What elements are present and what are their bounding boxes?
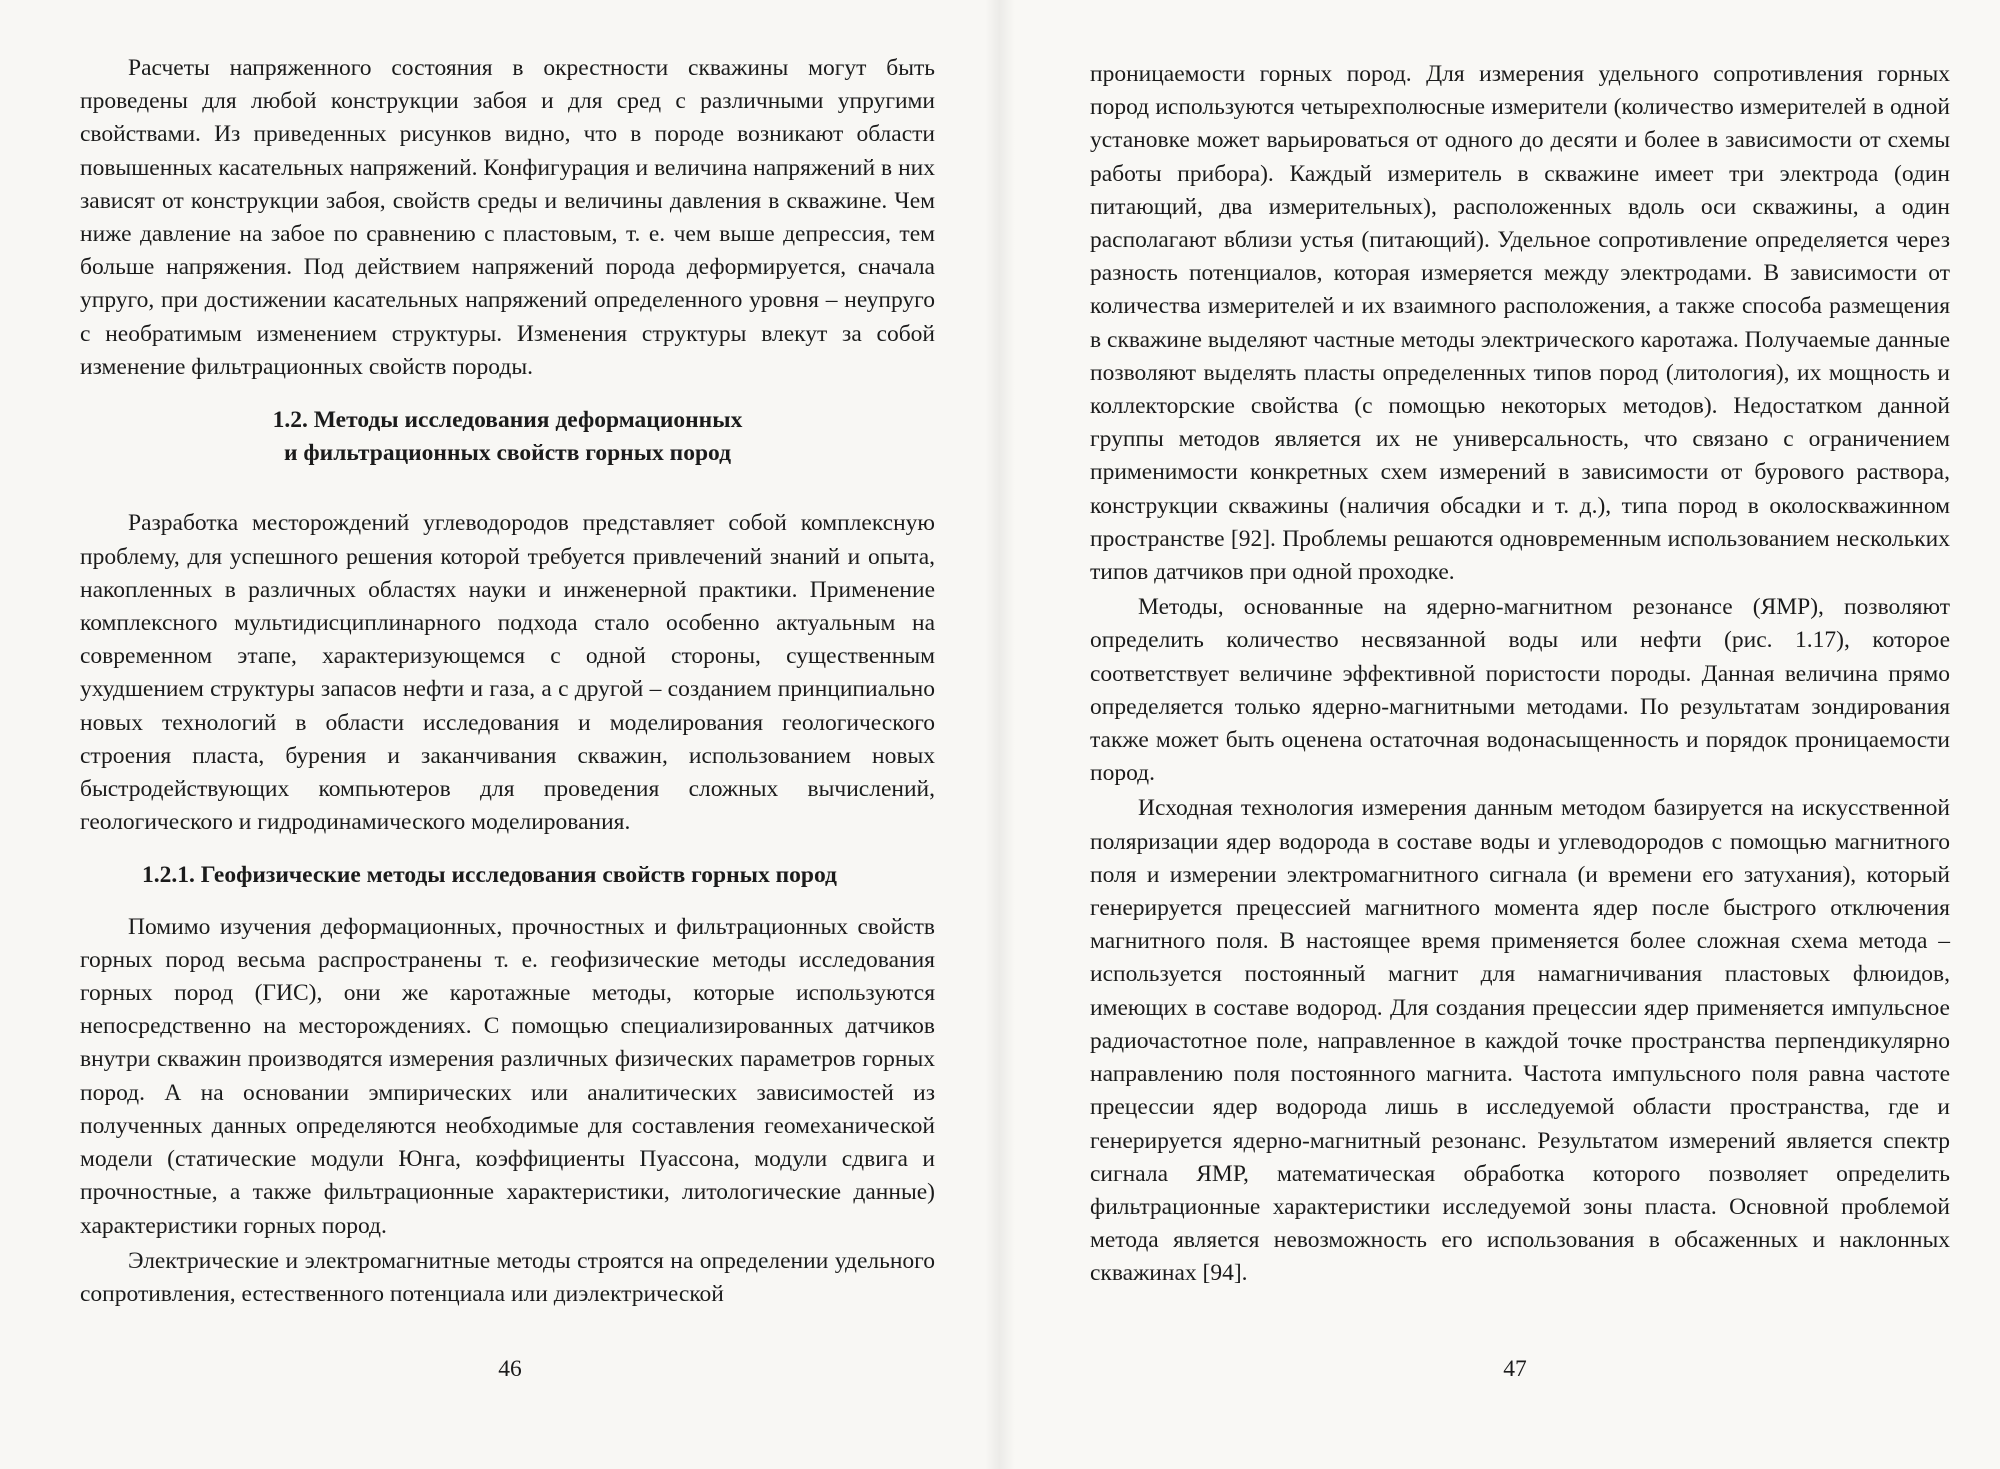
right-text-column	[1090, 58, 1950, 1291]
paragraph: Разработка месторождений углеводородов представляет собой комплексную проблему, для успешного решения которой требуется привлечений знаний и опыта, накопленных в различных областях науки и инженерной практики. Применение комплексного мультидисциплинарного подхода стало особенно актуальным на современном этапе, характеризующемся с одной стороны, существенным ухудшением структуры запасов нефти и газа, а с другой – созданием принципиально новых технологий в области исследования и моделирования геологического строения пласта, бурения и заканчивания скважин, использованием новых быстродействующих компьютеров для проведения сложных вычислений, геологического и гидродинамического моделирования.	[80, 510, 935, 836]
page-number: 47	[1503, 1356, 1527, 1382]
right-page	[1000, 0, 2000, 1469]
paragraph: проницаемости горных пород. Для измерения удельного сопротивления горных пород используются четырехполюсные измерители (количество измерителей в одной установке может варьироваться от одного до десяти и более в зависимости от схемы работы прибора). Каждый измеритель в скважине имеет три электрода (один питающий, два измерительных), расположенных вдоль оси скважины, а один располагают вблизи устья (питающий). Удельное сопротивление определяется через разность потенциалов, которая измеряется между электродами. В зависимости от количества измерителей и их взаимного расположения, а также способа размещения в скважине выделяют частные методы электрического каротажа. Получаемые данные позволяют выделять пласты определенных типов пород (литология), их мощность и коллекторские свойства (с помощью некоторых методов). Недостатком данной группы методов является их не универсальность, что связано с ограничением применимости конкретных схем измерений в зависимости от бурового раствора, конструкции скважины (наличия обсадки и т. д.), типа пород в околоскважинном пространстве [92]. Проблемы решаются одновременным использованием нескольких типов датчиков при одной проходке.	[1090, 61, 1950, 586]
page-number: 46	[498, 1356, 522, 1382]
section-heading-line2: и фильтрационных свойств горных пород	[284, 440, 731, 467]
paragraph: Расчеты напряженного состояния в окрестности скважины могут быть проведены для любой конструкции забоя и для сред с различными упругими свойствами. Из приведенных рисунков видно, что в породе возникают области повышенных касательных напряжений. Конфигурация и величина напряжений в них зависят от конструкции забоя, свойств среды и величины давления в скважине. Чем ниже давление на забое по сравнению с пластовым, т. е. чем выше депрессия, тем больше напряжения. Под действием напряжений порода деформируется, сначала упруго, при достижении касательных напряжений определенного уровня – неупруго с необратимым изменением структуры. Изменения структуры влекут за собой изменение фильтрационных свойств породы.	[80, 55, 935, 380]
subsection-heading: 1.2.1. Геофизические методы исследования свойств горных пород	[142, 862, 837, 889]
paragraph: Методы, основанные на ядерно-магнитном резонансе (ЯМР), позволяют определить количество несвязанной воды или нефти (рис. 1.17), которое соответствует величине эффективной пористости породы. Данная величина прямо определяется только ядерно-магнитными методами. По результатам зондирования также может быть оценена остаточная водонасыщенность и порядок проницаемости пород.	[1090, 594, 1950, 787]
paragraph: Электрические и электромагнитные методы строятся на определении удельного сопротивления, естественного потенциала или диэлектрической	[80, 1247, 935, 1307]
section-heading	[80, 384, 935, 507]
paragraph: Помимо изучения деформационных, прочностных и фильтрационных свойств горных пород весьма распространены т. е. геофизические методы исследования горных пород (ГИС), они же каротажные методы, которые используются непосредственно на месторождениях. С помощью специализированных датчиков внутри скважин производятся измерения различных физических параметров горных пород. А на основании эмпирических или аналитических зависимостей из полученных данных определяются необходимые для составления геомеханической модели (статические модули Юнга, коэффициенты Пуассона, модули сдвига и прочностные, а также фильтрационные характеристики, литологические данные) характеристики горных пород.	[80, 913, 935, 1239]
section-heading-line1: 1.2. Методы исследования деформационных	[272, 407, 743, 434]
paragraph: Исходная технология измерения данным методом базируется на искусственной поляризации ядер водорода в составе воды и углеводородов с помощью магнитного поля и измерении электромагнитного сигнала (и времени его затухания), который генерируется прецессией магнитного момента ядер после быстрого отключения магнитного поля. В настоящее время применяется более сложная схема метода – используется постоянный магнит для намагничивания пластовых флюидов, имеющих в составе водород. Для создания прецессии ядер применяется импульсное радиочастотное поле, направленное в каждой точке пространства перпендикулярно направлению поля постоянного магнита. Частота импульсного поля равна частоте прецессии ядер водорода лишь в исследуемой области пространства, где и генерируется ядерно-магнитный резонанс. Результатом измерений является спектр сигнала ЯМР, математическая обработка которого позволяет определить фильтрационные характеристики исследуемой зоны пласта. Основной проблемой метода является невозможность его использования в обсаженных и наклонных скважинах [94].	[1090, 795, 1950, 1287]
left-text-column	[80, 52, 935, 1311]
book-gutter	[985, 0, 1015, 1469]
